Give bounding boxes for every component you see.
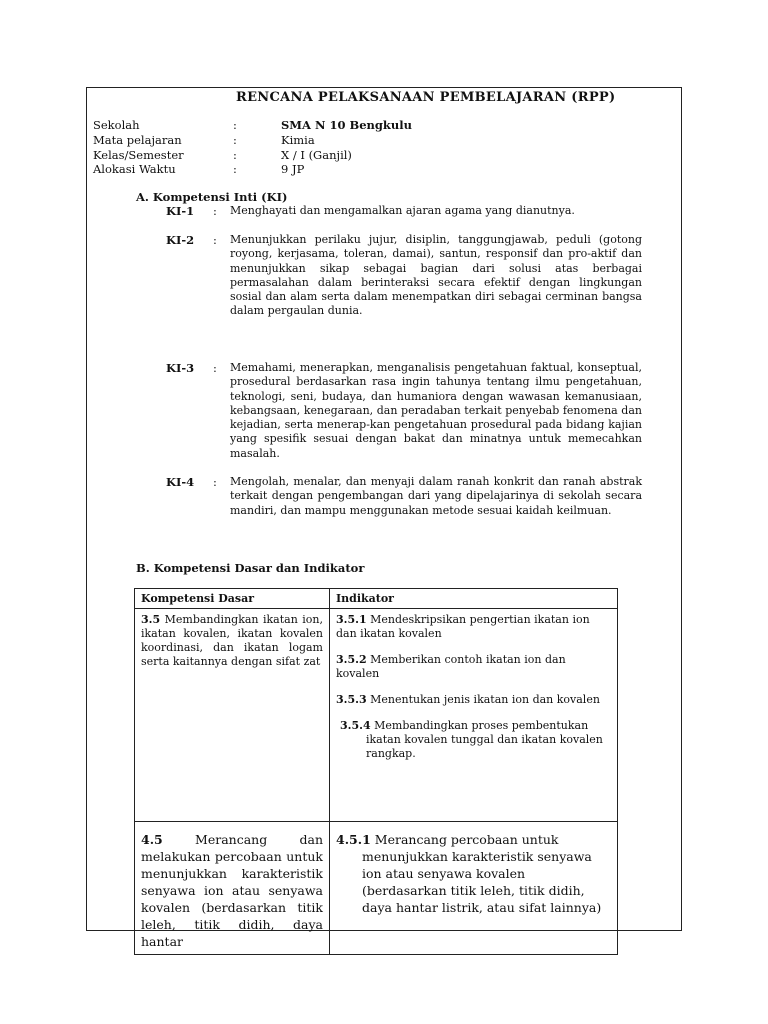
identity-label: Mata pelajaran [93, 133, 182, 147]
indicator-text: Merancang percobaan untuk menunjukkan karakteristik senyawa ion atau senyawa kovalen (berdasarkan titik leleh, titik didih, daya hantar listrik, atau sifat lainnya) [362, 832, 602, 915]
identity-value: SMA N 10 Bengkulu [281, 118, 412, 132]
indicator-item [336, 653, 611, 681]
indicator-cell [330, 609, 618, 822]
ki-1-text: Menghayati dan mengamalkan ajaran agama yang dianutnya. [230, 204, 575, 217]
kd-description: Merancang dan melakukan percobaan untuk menunjukkan karakteristik senyawa ion atau senyawa kovalen (berdasarkan titik leleh, titik didih, daya hantar [141, 832, 323, 949]
ki-4-label: KI-4 [166, 475, 195, 489]
indicator-cell [330, 822, 618, 955]
header-indikator: Indikator [330, 589, 618, 609]
page-title: RENCANA PELAKSANAAN PEMBELAJARAN (RPP) [236, 90, 616, 105]
ki-colon: : [213, 204, 217, 218]
indicator-text: Membandingkan proses pembentukan ikatan kovalen tunggal dan ikatan kovalen rangkap. [366, 719, 603, 760]
ki-3-text: Memahami, menerapkan, menganalisis pengetahuan faktual, konseptual, prosedural berdasarkan rasa ingin tahunya tentang ilmu pengetahuan, teknologi, seni, budaya, dan humaniora dengan wawasan kemanusiaan, kebangsaan, kenegaraan, dan peradaban terkait penyebab fenomena dan kejadian, serta menerap-kan pengetahuan prosedural pada bidang kajian yang spesifik sesuai dengan bakat dan minatnya untuk memecahkan masalah. [230, 361, 642, 460]
identity-value: Kimia [281, 133, 315, 147]
indicator-item [336, 613, 611, 641]
kd-number: 3.5 [141, 613, 161, 626]
ki-colon: : [213, 361, 217, 375]
ki-2-label: KI-2 [166, 233, 195, 247]
identity-colon: : [233, 118, 237, 132]
kd-description: Membandingkan ikatan ion, ikatan kovalen, ikatan kovalen koordinasi, dan ikatan logam serta kaitannya dengan sifat zat [141, 613, 323, 668]
identity-colon: : [233, 133, 237, 147]
table-header-row [135, 589, 618, 609]
ki-1-label: KI-1 [166, 204, 195, 218]
indicator-item [340, 719, 611, 761]
identity-value: X / I (Ganjil) [281, 148, 352, 162]
kd-cell [135, 609, 330, 822]
ki-colon: : [213, 475, 217, 489]
indicator-number: 3.5.3 [336, 693, 367, 706]
indicator-number: 3.5.4 [340, 719, 371, 732]
indicator-item [336, 693, 611, 707]
ki-colon: : [213, 233, 217, 247]
identity-label: Alokasi Waktu [93, 162, 176, 176]
indicator-item [336, 831, 611, 916]
indicator-text: Menentukan jenis ikatan ion dan kovalen [366, 693, 600, 706]
table-row [135, 822, 618, 955]
kd-text [141, 613, 323, 669]
kd-number: 4.5 [141, 832, 163, 847]
identity-label: Sekolah [93, 118, 140, 132]
section-b-title: B. Kompetensi Dasar dan Indikator [136, 561, 365, 575]
header-kompetensi-dasar: Kompetensi Dasar [135, 589, 330, 609]
kd-indikator-table [134, 588, 618, 955]
kd-text [141, 831, 323, 950]
indicator-number: 4.5.1 [336, 832, 371, 847]
ki-4-text: Mengolah, menalar, dan menyaji dalam ranah konkrit dan ranah abstrak terkait dengan pengembangan dari yang dipelajarinya di sekolah secara mandiri, dan mampu menggunakan metode sesuai kaidah keilmuan. [230, 475, 642, 517]
ki-3-label: KI-3 [166, 361, 195, 375]
identity-value: 9 JP [281, 162, 305, 176]
indicator-text: Memberikan contoh ikatan ion dan kovalen [336, 653, 566, 680]
identity-label: Kelas/Semester [93, 148, 184, 162]
kd-cell [135, 822, 330, 955]
section-a-title: A. Kompetensi Inti (KI) [136, 190, 288, 204]
identity-colon: : [233, 162, 237, 176]
indicator-number: 3.5.1 [336, 613, 367, 626]
table-row [135, 609, 618, 822]
identity-colon: : [233, 148, 237, 162]
indicator-number: 3.5.2 [336, 653, 367, 666]
ki-2-text: Menunjukkan perilaku jujur, disiplin, tanggungjawab, peduli (gotong royong, kerjasama, toleran, damai), santun, responsif dan pro-aktif dan menunjukkan sikap sebagai bagian dari solusi atas berbagai permasalahan dalam berinteraksi secara efektif dengan lingkungan sosial dan alam serta dalam menempatkan diri sebagai cerminan bangsa dalam pergaulan dunia. [230, 233, 642, 318]
indicator-text: Mendeskripsikan pengertian ikatan ion dan ikatan kovalen [336, 613, 590, 640]
